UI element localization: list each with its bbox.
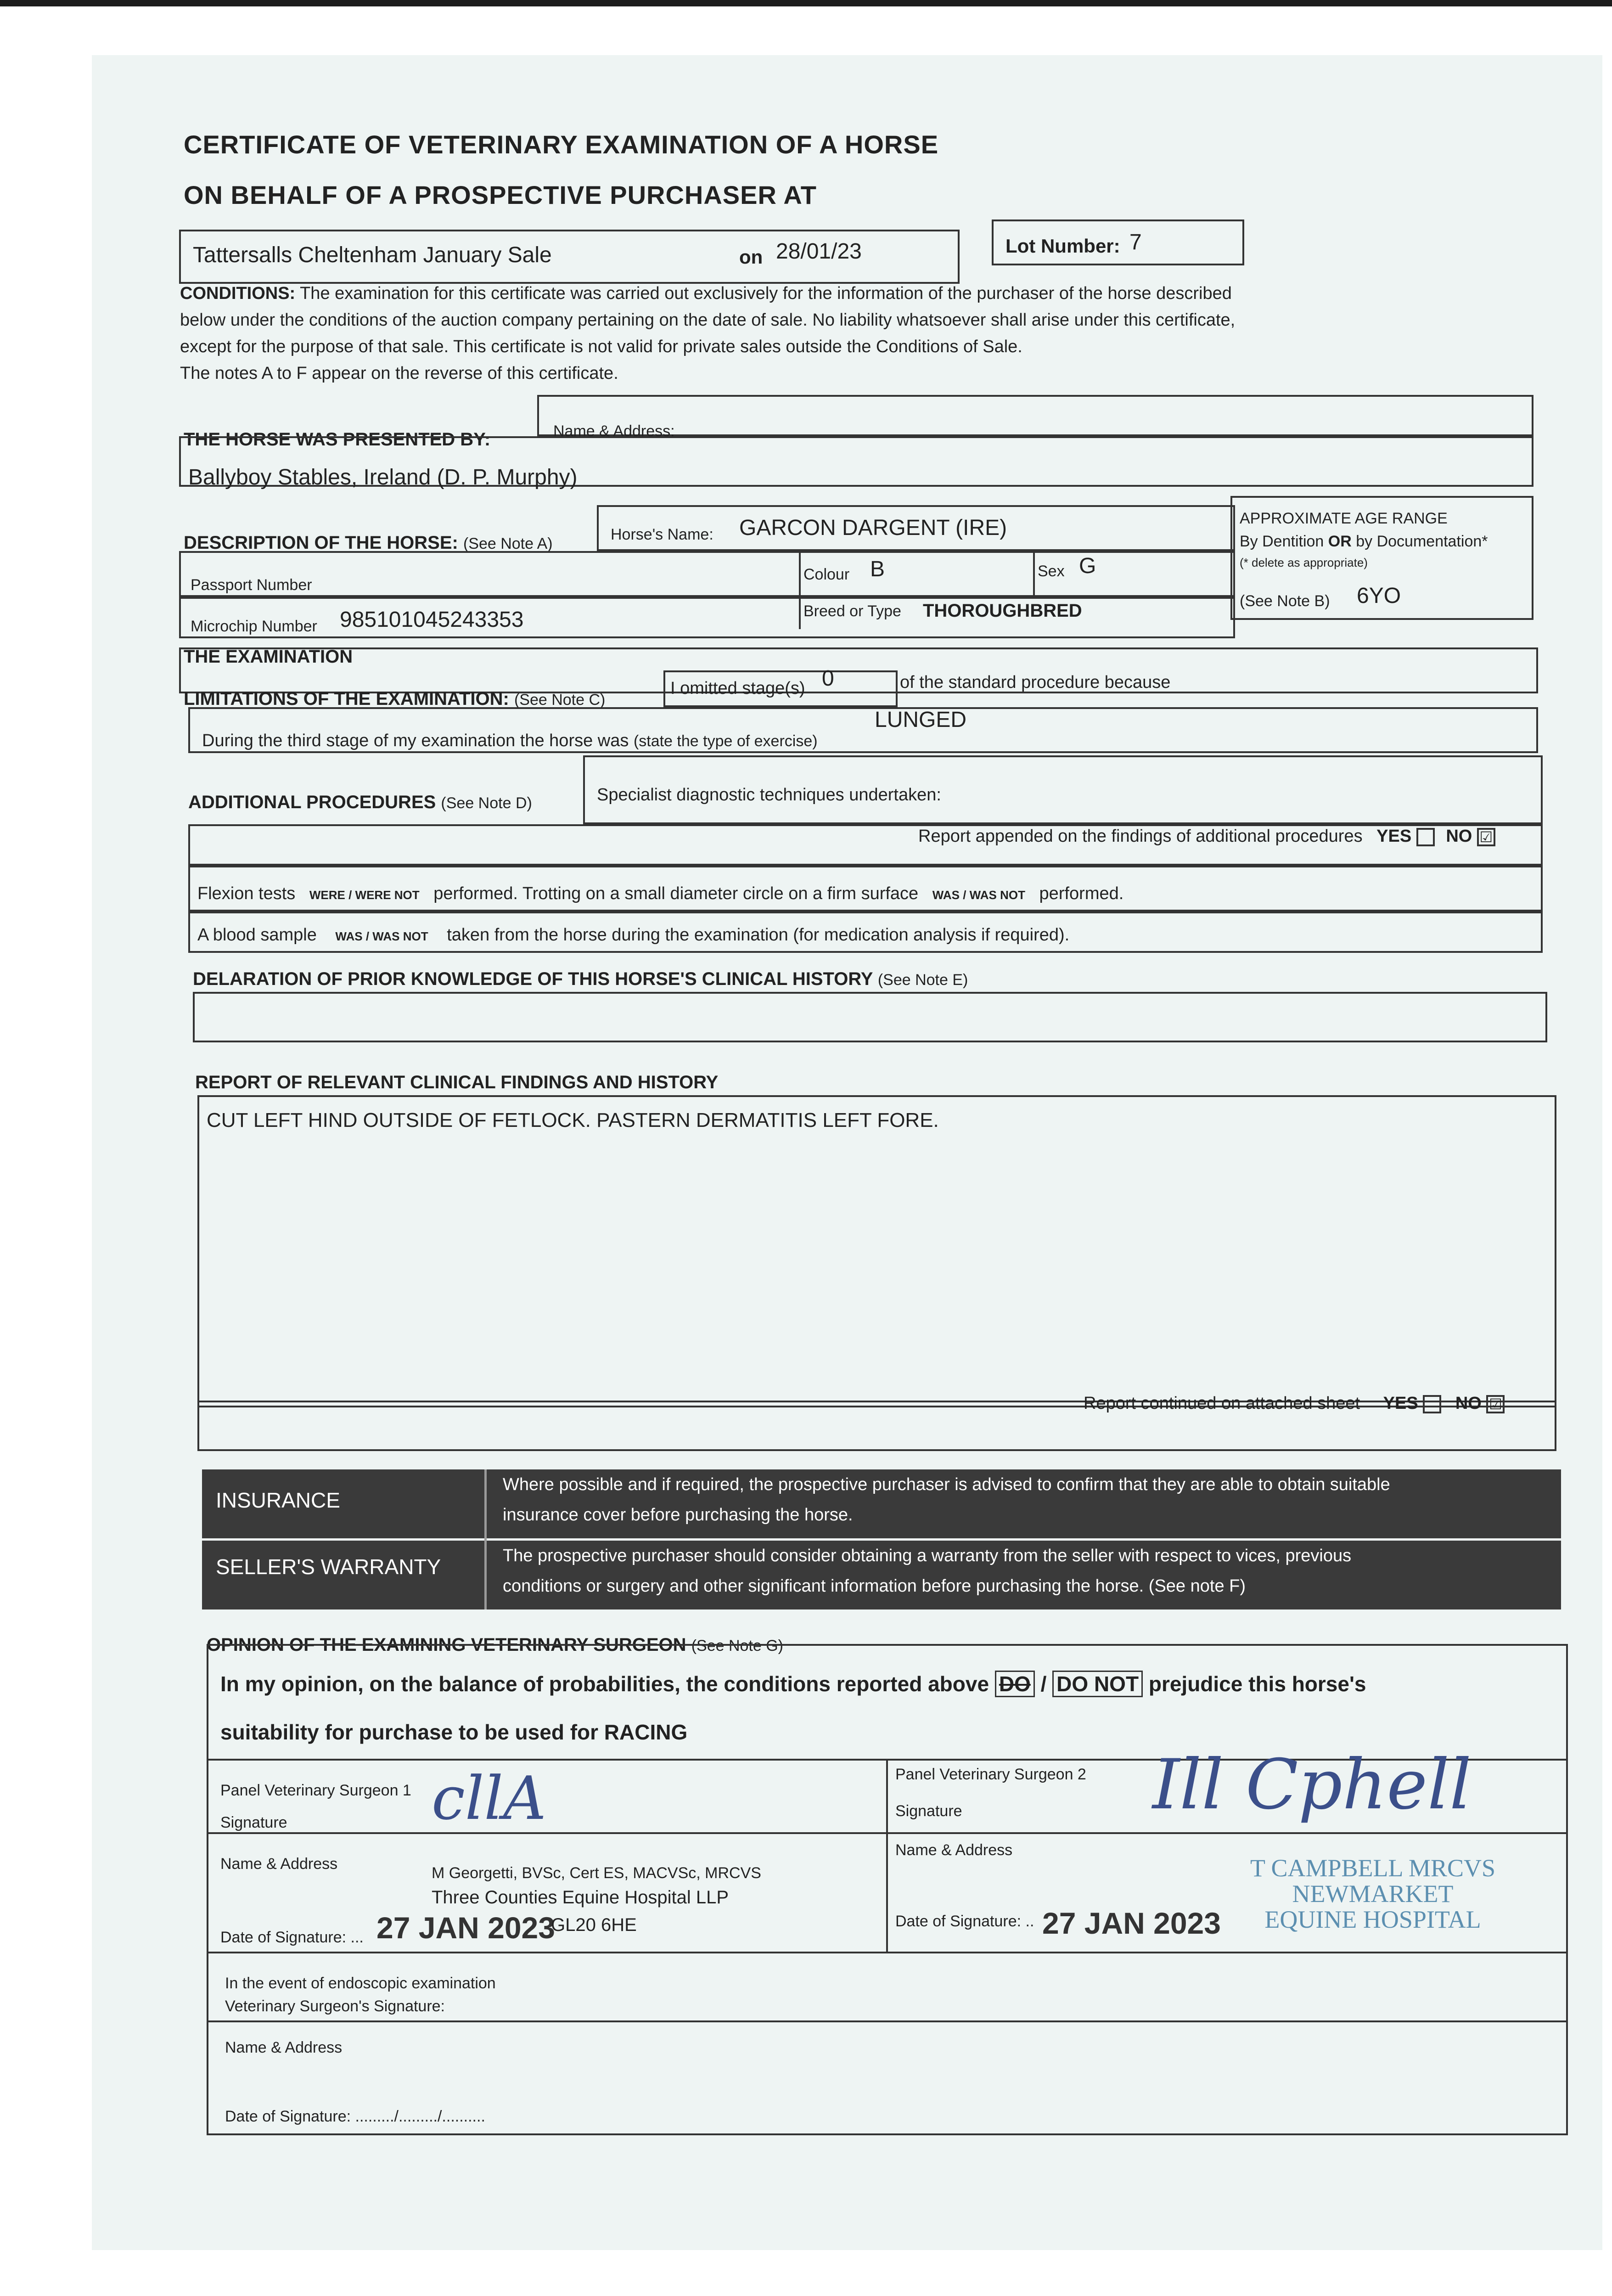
opinion-line-1: In my opinion, on the balance of probabilities, the conditions reported above DO / DO NOT prejudice this horse's (220, 1671, 1366, 1696)
endoscopic-date-label: Date of Signature: ........./........./.......... (225, 2108, 485, 2125)
horse-name-label: Horse's Name: (611, 526, 713, 543)
report-appended-row (918, 827, 1495, 846)
surgeon-grid-bottom (207, 1952, 1568, 1953)
report-box (197, 1095, 1556, 1407)
presented-by-label: THE HORSE WAS PRESENTED BY: (184, 429, 491, 450)
insurance-text: Where possible and if required, the prospective purchaser is advised to confirm that they are able to obtain suitable insurance cover before purchasing the horse. (503, 1475, 1390, 1525)
trot-options[interactable]: WAS / WAS NOT (932, 888, 1025, 902)
appended-no-checkbox[interactable]: ☑ (1477, 828, 1495, 846)
surgeon1-signature: cllA (432, 1763, 546, 1833)
specialist-label: Specialist diagnostic techniques undertaken: (597, 785, 941, 805)
sale-name: Tattersalls Cheltenham January Sale (193, 243, 552, 267)
dark-row-divider (484, 1469, 487, 1609)
surgeon2-label: Panel Veterinary Surgeon 2 (895, 1766, 1086, 1783)
third-stage-label: During the third stage of my examination the horse was (state the type of exercise) (202, 731, 818, 750)
continued-yes-label: YES (1383, 1394, 1418, 1413)
surgeon2-date-stamp: 27 JAN 2023 (1042, 1906, 1221, 1940)
blood-row: A blood sample WAS / WAS NOT taken from the horse during the examination (for medication analysis if required). (197, 925, 1070, 945)
conditions-line-4: The notes A to F appear on the reverse of this certificate. (180, 364, 618, 383)
sex-divider (1033, 551, 1035, 597)
scan-top-border (0, 0, 1612, 6)
report-findings: CUT LEFT HIND OUTSIDE OF FETLOCK. PASTERN DERMATITIS LEFT FORE. (207, 1109, 939, 1131)
surgeon2-signature-label: Signature (895, 1802, 962, 1820)
flexion-row: Flexion tests WERE / WERE NOT performed. Trotting on a small diameter circle on a firm surface WAS / WAS NOT performed. (197, 884, 1124, 903)
limitations-label: LIMITATIONS OF THE EXAMINATION: (See Note C) (184, 689, 606, 709)
declaration-label: DELARATION OF PRIOR KNOWLEDGE OF THIS HORSE'S CLINICAL HISTORY (See Note E) (193, 969, 968, 989)
appended-yes-checkbox[interactable] (1416, 828, 1435, 846)
conditions-line-1: CONDITIONS: The examination for this certificate was carried out exclusively for the information of the purchaser of the horse described (180, 284, 1232, 303)
title-line-1: CERTIFICATE OF VETERINARY EXAMINATION OF A HORSE (184, 130, 939, 159)
omitted-suffix: of the standard procedure because (900, 673, 1171, 692)
declaration-box (193, 992, 1547, 1042)
surgeon1-address: Three Counties Equine Hospital LLP (432, 1887, 729, 1908)
conditions-line-2: below under the conditions of the auction company pertaining on the date of sale. No liability whatsoever shall arise under this certificate, (180, 310, 1236, 330)
colour-value: B (870, 557, 885, 581)
omitted-label: I omitted stage(s) (670, 679, 805, 698)
report-appended-label: Report appended on the findings of additional procedures (918, 827, 1363, 846)
age-by: By Dentition OR by Documentation* (1240, 533, 1488, 550)
surgeon1-date-label: Date of Signature: ... (220, 1929, 364, 1946)
continued-no-checkbox[interactable]: ☑ (1486, 1395, 1505, 1413)
sale-on-label: on (739, 246, 763, 268)
endoscopic-divider (207, 2020, 1568, 2022)
surgeon2-date-label: Date of Signature: .. (895, 1913, 1034, 1930)
age-note: (See Note B) (1240, 592, 1330, 610)
surgeon1-label: Panel Veterinary Surgeon 1 (220, 1782, 411, 1799)
lot-number: 7 (1129, 230, 1142, 254)
flexion-options[interactable]: WERE / WERE NOT (309, 888, 420, 902)
microchip-label: Microchip Number (191, 618, 317, 635)
surgeon1-date-stamp: 27 JAN 2023 (376, 1911, 555, 1945)
endoscopic-name-address-label: Name & Address (225, 2039, 343, 2056)
opinion-label: OPINION OF THE EXAMINING VETERINARY SURGEON (See Note G) (207, 1635, 783, 1655)
insurance-label: INSURANCE (216, 1488, 340, 1512)
breed-value: THOROUGHBRED (923, 601, 1082, 621)
opinion-do-not-option[interactable]: DO NOT (1052, 1671, 1143, 1697)
surgeon1-postcode: GL20 6HE (551, 1915, 637, 1935)
report-continued-label: Report continued on attached sheet (1084, 1394, 1360, 1413)
passport-label: Passport Number (191, 576, 312, 594)
age-value: 6YO (1357, 584, 1401, 608)
continued-yes-checkbox[interactable] (1423, 1395, 1441, 1413)
description-label: DESCRIPTION OF THE HORSE: (See Note A) (184, 533, 553, 553)
report-label: REPORT OF RELEVANT CLINICAL FINDINGS AND HISTORY (195, 1072, 719, 1092)
surgeon1-name: M Georgetti, BVSc, Cert ES, MACVSc, MRCVS (432, 1864, 761, 1882)
age-title: APPROXIMATE AGE RANGE (1240, 510, 1448, 527)
surgeon2-stamp: T CAMPBELL MRCVS NEWMARKET EQUINE HOSPITAL (1250, 1854, 1496, 1933)
sex-label: Sex (1038, 563, 1065, 580)
presenter-name-box (537, 395, 1533, 436)
warranty-label: SELLER'S WARRANTY (216, 1555, 441, 1579)
conditions-text (180, 280, 1475, 387)
report-continued-row (1084, 1394, 1505, 1413)
horse-name: GARCON DARGENT (IRE) (739, 516, 1007, 540)
surgeon-grid-middle (207, 1832, 1568, 1834)
continued-no-label: NO (1455, 1394, 1482, 1413)
surgeon-grid-divider (886, 1759, 888, 1952)
colour-label: Colour (803, 566, 850, 583)
lot-label: Lot Number: (1005, 235, 1120, 257)
surgeon2-name-address-label: Name & Address (895, 1841, 1013, 1859)
opinion-line-2: suitability for purchase to be used for RACING (220, 1720, 688, 1744)
presenter-value: Ballyboy Stables, Ireland (D. P. Murphy) (188, 465, 578, 490)
breed-label: Breed or Type (803, 602, 901, 620)
appended-yes-label: YES (1376, 827, 1412, 846)
passport-row-box (179, 551, 1235, 597)
third-stage-value: LUNGED (875, 708, 967, 732)
appended-no-label: NO (1446, 827, 1472, 846)
omitted-value: 0 (822, 666, 834, 691)
conditions-line-3: except for the purpose of that sale. This certificate is not valid for private sales outside the Conditions of Sale. (180, 337, 1022, 356)
microchip-value: 985101045243353 (340, 608, 524, 632)
examination-heading: THE EXAMINATION (184, 647, 353, 667)
sale-date: 28/01/23 (776, 239, 862, 264)
sex-value: G (1079, 554, 1096, 578)
title-line-2: ON BEHALF OF A PROSPECTIVE PURCHASER AT (184, 180, 817, 209)
additional-label: ADDITIONAL PROCEDURES (See Note D) (188, 792, 532, 812)
endoscopic-line-1: In the event of endoscopic examination (225, 1975, 496, 1992)
surgeon2-signature: Ill Cphell (1152, 1745, 1472, 1825)
presenter-name-address-label: Name & Address: (553, 422, 675, 440)
blood-options[interactable]: WAS / WAS NOT (335, 929, 428, 943)
age-delete-note: (* delete as appropriate) (1240, 556, 1368, 569)
warranty-text: The prospective purchaser should consider obtaining a warranty from the seller with respect to vices, previous conditions or surgery and other significant information before purchasing the horse. (See note F) (503, 1546, 1352, 1596)
surgeon1-signature-label: Signature (220, 1814, 287, 1831)
surgeon1-name-address-label: Name & Address (220, 1855, 338, 1873)
opinion-do-option[interactable]: DO (995, 1671, 1035, 1697)
endoscopic-line-2: Veterinary Surgeon's Signature: (225, 1998, 445, 2015)
